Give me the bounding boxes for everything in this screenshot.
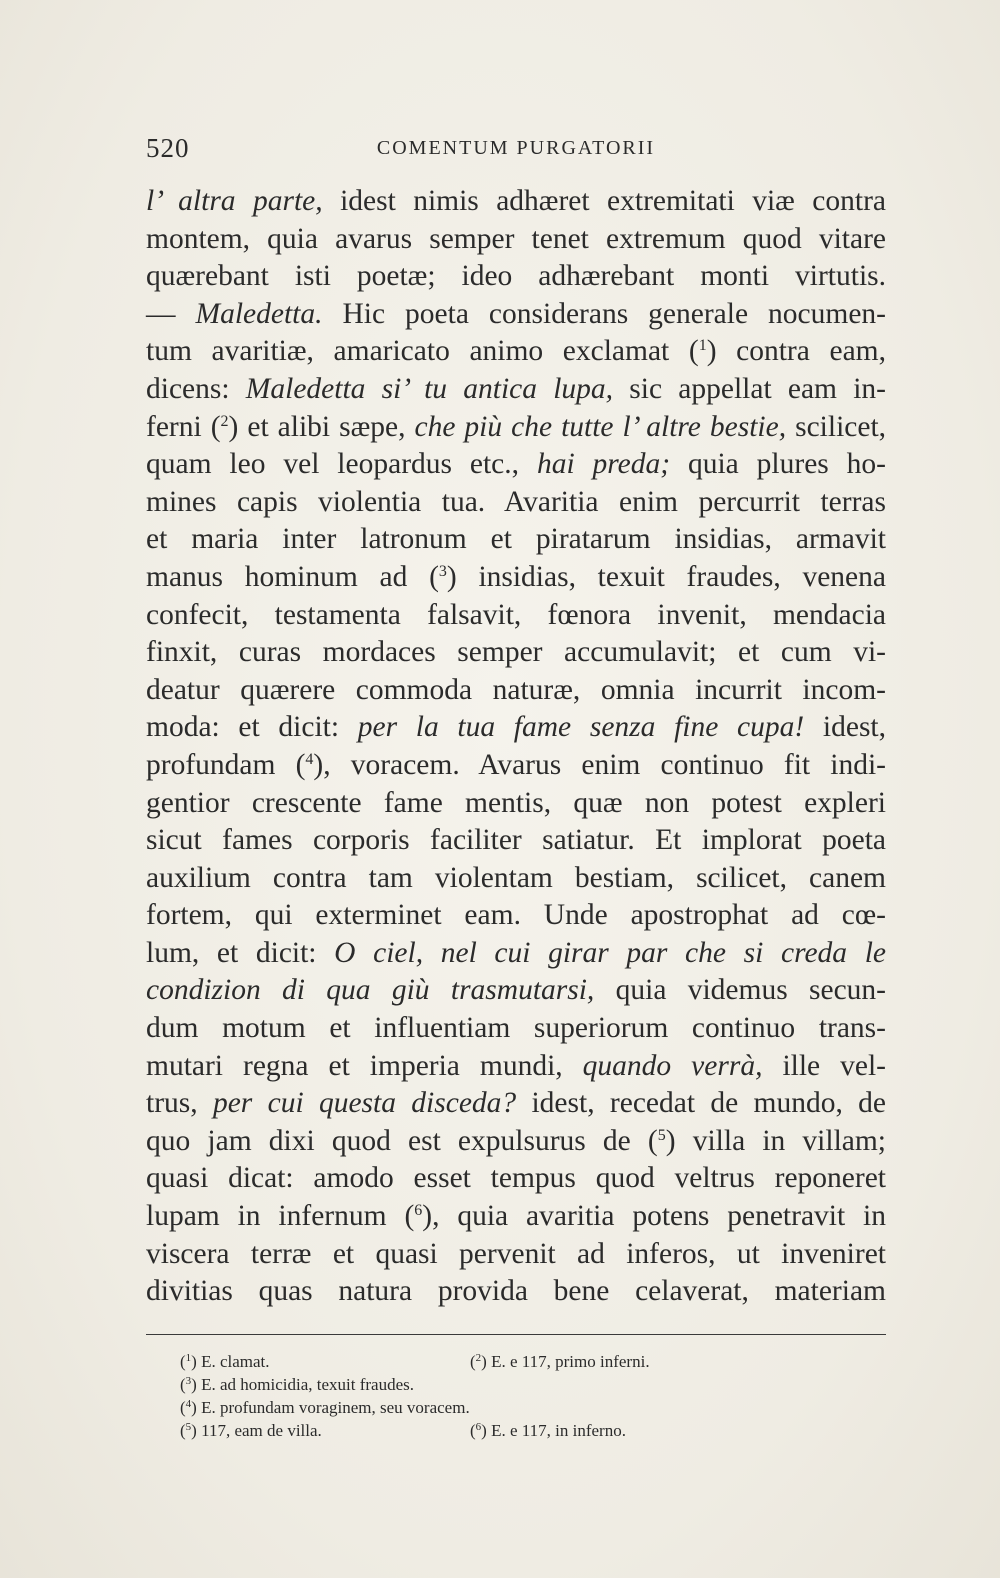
text-line (146, 1160, 886, 1198)
footnote-rule (146, 1334, 886, 1335)
text-line (146, 860, 886, 898)
footnote-ref: 3 (438, 562, 447, 580)
text-run: idest, (804, 711, 886, 744)
text-run: idest, recedat de mundo, de (516, 1087, 887, 1120)
text-run: ), voracem. Avarus enim continuo fit indi- (313, 748, 886, 781)
text-run: lupam in infernum ( (146, 1200, 415, 1233)
text-line (146, 484, 886, 522)
text-run: ) villa in villam; (665, 1124, 886, 1157)
footnote: ($^4$) E. profundam voraginem, seu voracem. (180, 1398, 470, 1417)
text-run: finxit, curas mordaces semper accumulavit; et cum vi- (146, 636, 886, 669)
text-run: trus, (146, 1087, 213, 1120)
text-line (146, 1048, 886, 1086)
text-run: fortem, qui exterminet eam. Unde apostrophat ad cœ- (146, 899, 886, 932)
text-run: sicut fames corporis faciliter satiatur. Et implorat poeta (146, 824, 886, 857)
page-header (146, 133, 886, 169)
page-number: 520 (146, 133, 190, 163)
body-text (146, 183, 886, 1311)
text-line (146, 1123, 886, 1161)
footnote: ($^1$) E. clamat. (180, 1352, 270, 1371)
footnote-row (180, 1419, 880, 1442)
text-line (146, 183, 886, 221)
text-run: dum motum et influentiam superiorum continuo trans- (146, 1012, 886, 1045)
text-run: manus hominum ad ( (146, 560, 439, 593)
footnotes (180, 1350, 880, 1442)
text-line (146, 1010, 886, 1048)
footnote-number: 4 (185, 1398, 192, 1410)
footnote-number: 5 (185, 1421, 192, 1433)
text-line (146, 1085, 886, 1123)
text-run: mines capis violentia tua. Avaritia enim percurrit terras (146, 485, 886, 518)
footnote-ref: 5 (657, 1126, 666, 1144)
footnote: ($^5$) 117, eam de villa. (180, 1421, 322, 1440)
text-line (146, 897, 886, 935)
italic-quote: quando verrà, (582, 1049, 763, 1082)
text-line (146, 972, 886, 1010)
text-line (146, 747, 886, 785)
text-run: — (146, 297, 196, 330)
text-run: ferni ( (146, 410, 221, 443)
text-run: quia plures ho- (670, 448, 886, 481)
italic-quote: Maledetta. (195, 297, 323, 330)
text-run: quærebant isti poetæ; ideo adhærebant monti virtutis. (146, 260, 886, 293)
italic-quote: per cui questa disceda? (212, 1087, 517, 1120)
text-run: tum avaritiæ, amaricato animo exclamat ( (146, 335, 699, 368)
footnote-number: 2 (475, 1352, 482, 1364)
footnote-number: 3 (185, 1375, 192, 1387)
text-run: quo jam dixi quod est expulsurus de ( (146, 1124, 658, 1157)
text-run: viscera terræ et quasi pervenit ad inferos, ut inveniret (146, 1237, 886, 1270)
footnote: ($^2$) E. e 117, primo inferni. (470, 1352, 650, 1371)
footnote-row (180, 1396, 880, 1419)
text-line (146, 1236, 886, 1274)
italic-quote: l’ altra parte, (146, 185, 323, 217)
text-line (146, 333, 886, 371)
italic-quote: Maledetta si’ tu antica lupa, (245, 372, 614, 405)
text-line (146, 822, 886, 860)
text-line (146, 221, 886, 259)
text-line (146, 409, 886, 447)
text-run: moda: et dicit: (146, 711, 358, 744)
footnote: ($^6$) E. e 117, in inferno. (470, 1421, 626, 1440)
text-run: divitias quas natura provida bene celaverat, materiam (146, 1275, 886, 1308)
footnote-text: E. e 117, in inferno. (491, 1421, 626, 1440)
footnote-text: E. ad homicidia, texuit fraudes. (201, 1375, 415, 1394)
text-line (146, 634, 886, 672)
text-line (146, 597, 886, 635)
footnote-text: 117, eam de villa. (201, 1421, 322, 1440)
text-line (146, 296, 886, 334)
footnote: ($^3$) E. ad homicidia, texuit fraudes. (180, 1375, 415, 1394)
text-run: profundam ( (146, 748, 306, 781)
text-line (146, 559, 886, 597)
text-run: ) et alibi sæpe, (228, 410, 415, 443)
footnote-ref: 4 (305, 750, 314, 768)
footnote-ref: 6 (414, 1202, 423, 1220)
text-line (146, 1273, 886, 1311)
footnote-row (180, 1373, 880, 1396)
footnote-number: 1 (185, 1352, 192, 1364)
text-run: idest nimis adhæret extremitati viæ contra (322, 185, 886, 217)
text-run: deatur quærere commoda naturæ, omnia incurrit incom- (146, 673, 886, 706)
text-run: dicens: (146, 372, 246, 405)
footnote-ref: 2 (220, 412, 229, 430)
text-line (146, 446, 886, 484)
italic-quote: per la tua fame senza fine cupa! (357, 711, 805, 744)
text-run: lum, et dicit: (146, 936, 335, 969)
text-line (146, 672, 886, 710)
text-run: quia videmus secun- (594, 974, 887, 1007)
text-run: sic appellat eam in- (613, 372, 886, 405)
text-line (146, 371, 886, 409)
text-run: scilicet, (786, 410, 887, 443)
italic-quote: condizion di qua giù trasmutarsi, (146, 974, 595, 1007)
text-run: auxilium contra tam violentam bestiam, scilicet, canem (146, 861, 886, 894)
footnote-number: 6 (475, 1421, 482, 1433)
text-run: confecit, testamenta falsavit, fœnora invenit, mendacia (146, 598, 886, 631)
italic-quote: hai preda; (536, 448, 671, 481)
running-title: COMENTUM PURGATORII (376, 137, 656, 159)
text-run: et maria inter latronum et piratarum insidias, armavit (146, 523, 886, 556)
footnote-row (180, 1350, 880, 1373)
text-line (146, 785, 886, 823)
text-run: Hic poeta considerans generale nocumen- (322, 297, 887, 330)
text-run: ), quia avaritia potens penetravit in (422, 1200, 887, 1233)
footnote-text: E. clamat. (201, 1352, 270, 1371)
text-line (146, 935, 886, 973)
text-run: gentior crescente fame mentis, quæ non potest expleri (146, 786, 886, 819)
text-line (146, 258, 886, 296)
text-run: ille vel- (762, 1049, 886, 1082)
text-line (146, 521, 886, 559)
footnote-text: E. e 117, primo inferni. (491, 1352, 650, 1371)
text-run: ) contra eam, (706, 335, 886, 368)
footnote-text: E. profundam voraginem, seu voracem. (201, 1398, 470, 1417)
text-run: montem, quia avarus semper tenet extremum quod vitare (146, 222, 886, 255)
text-line (146, 1198, 886, 1236)
text-run: ) insidias, texuit fraudes, venena (446, 560, 886, 593)
text-run: quam leo vel leopardus etc., (146, 448, 537, 481)
footnote-ref: 1 (698, 337, 707, 355)
text-line (146, 709, 886, 747)
italic-quote: che più che tutte l’ altre bestie, (414, 410, 787, 443)
text-run: mutari regna et imperia mundi, (146, 1049, 583, 1082)
text-run: quasi dicat: amodo esset tempus quod veltrus reponeret (146, 1162, 886, 1195)
italic-quote: O ciel, nel cui girar par che si creda le (334, 936, 886, 969)
